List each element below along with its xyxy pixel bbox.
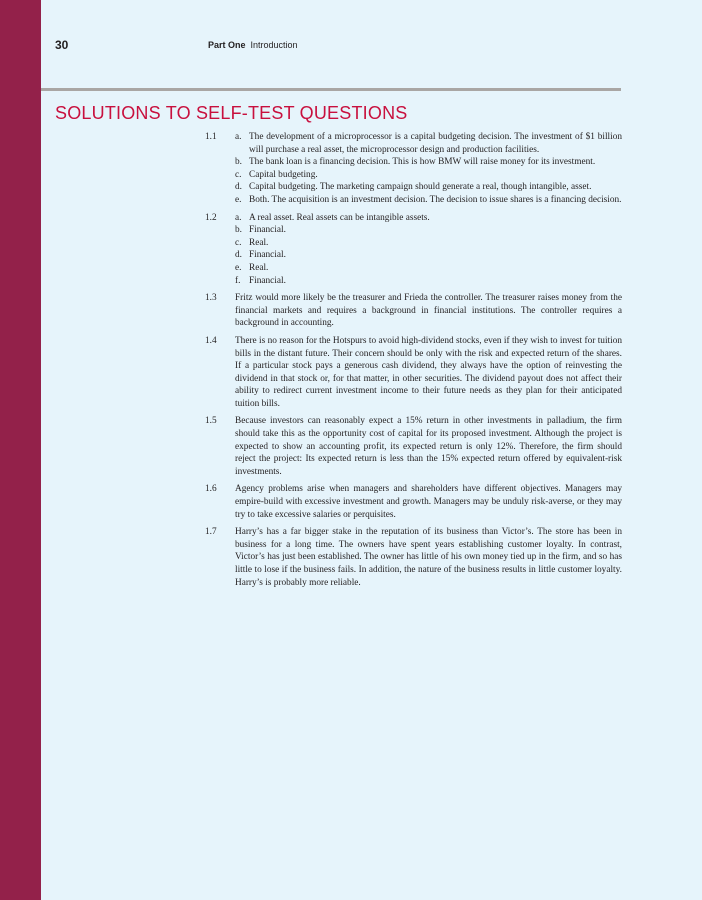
header-rule: [41, 88, 621, 91]
answer-number: 1.6: [205, 484, 217, 495]
part-letter: e.: [235, 194, 242, 205]
answer-1-5: [205, 415, 622, 478]
answer-part: [235, 237, 622, 250]
part-label: Part One: [208, 40, 246, 50]
part-text: The bank loan is a financing decision. This is how BMW will raise money for its investment.: [249, 157, 596, 168]
answer-1-4: [205, 335, 622, 411]
running-head: [208, 40, 298, 50]
side-color-band: [0, 0, 41, 900]
answer-number: 1.3: [205, 293, 217, 304]
answer-part: [235, 181, 622, 194]
part-text: Both. The acquisition is an investment decision. The decision to issue shares is a financing decision.: [249, 194, 622, 205]
part-letter: c.: [235, 169, 242, 180]
answer-part: [235, 131, 622, 156]
answer-text: There is no reason for the Hotspurs to avoid high-dividend stocks, even if they wish to invest for tuition bills in the distant future. Their concern should be only with the risk and expected return of the shares. If a particular stock pays a generous cash dividend, they always have the option of reinvesting the dividend in that stock or, for that matter, in other securities. The dividend payout does not affect their ability to redirect current investment income to their future needs as they plan for their anticipated tuition bills.: [235, 335, 622, 409]
answer-part: [235, 169, 622, 182]
answer-part: [235, 262, 622, 275]
part-letter: f.: [235, 275, 241, 286]
part-letter: b.: [235, 225, 242, 236]
answer-number: 1.7: [205, 527, 217, 538]
answers-list: [205, 131, 622, 594]
part-title: Introduction: [250, 40, 298, 50]
answer-number: 1.1: [205, 132, 217, 142]
answer-body: [235, 131, 622, 207]
section-title: SOLUTIONS TO SELF-TEST QUESTIONS: [55, 103, 408, 123]
part-letter: c.: [235, 237, 242, 248]
answer-text: Because investors can reasonably expect a 15% return in other investments in palladium, the firm should take this as the opportunity cost of capital for its proposed investment. Although the project is expected to show an accounting profit, its expected return is only 12%. Therefore, the firm should reject the project: Its expected return is less than the 15% expected return offered by equivalent-risk investments.: [235, 416, 622, 477]
answer-part: [235, 275, 622, 288]
answer-part: [235, 212, 622, 225]
part-letter: d.: [235, 250, 242, 261]
part-text: Capital budgeting.: [249, 169, 318, 180]
page-number: 30: [55, 38, 69, 52]
part-text: The development of a microprocessor is a capital budgeting decision. The investment of $1 billion will purchase a real asset, the microprocessor design and production facilities.: [249, 132, 622, 155]
answer-body: [235, 212, 622, 288]
answer-text: Fritz would more likely be the treasurer and Frieda the controller. The treasurer raises money from the financial markets and requires a background in financial institutions. The controller requires a background in accounting.: [235, 293, 622, 329]
answer-1-1: [205, 131, 622, 207]
part-text: Real.: [249, 237, 269, 248]
answer-1-3: [205, 292, 622, 330]
answer-part: [235, 156, 622, 169]
part-letter: a.: [235, 132, 242, 142]
part-letter: b.: [235, 157, 242, 168]
part-letter: a.: [235, 212, 242, 223]
answer-1-6: [205, 483, 622, 521]
part-text: A real asset. Real assets can be intangible assets.: [249, 212, 430, 223]
part-letter: d.: [235, 182, 242, 193]
part-text: Financial.: [249, 275, 286, 286]
answer-1-7: [205, 526, 622, 589]
answer-number: 1.4: [205, 335, 217, 346]
answer-text: Agency problems arise when managers and shareholders have different objectives. Managers may empire-build with excessive investment and growth. Managers may be unduly risk-averse, or they may try to take excessive salaries or perquisites.: [235, 484, 622, 520]
answer-part: [235, 224, 622, 237]
answer-1-2: [205, 212, 622, 288]
part-text: Real.: [249, 262, 269, 273]
answer-number: 1.5: [205, 416, 217, 427]
answer-part: [235, 249, 622, 262]
part-text: Financial.: [249, 225, 286, 236]
answer-text: Harry’s has a far bigger stake in the reputation of its business than Victor’s. The store has been in business for a long time. The owners have spent years establishing customer loyalty. In contrast, Victor’s has just been established. The owner has little of his own money tied up in the firm, and so has little to lose if the business fails. In addition, the nature of the business results in little customer loyalty. Harry’s is probably more reliable.: [235, 527, 622, 588]
part-letter: e.: [235, 262, 242, 273]
part-text: Capital budgeting. The marketing campaign should generate a real, though intangible, asset.: [249, 182, 592, 193]
part-text: Financial.: [249, 250, 286, 261]
answer-part: [235, 194, 622, 207]
answer-number: 1.2: [205, 212, 217, 223]
